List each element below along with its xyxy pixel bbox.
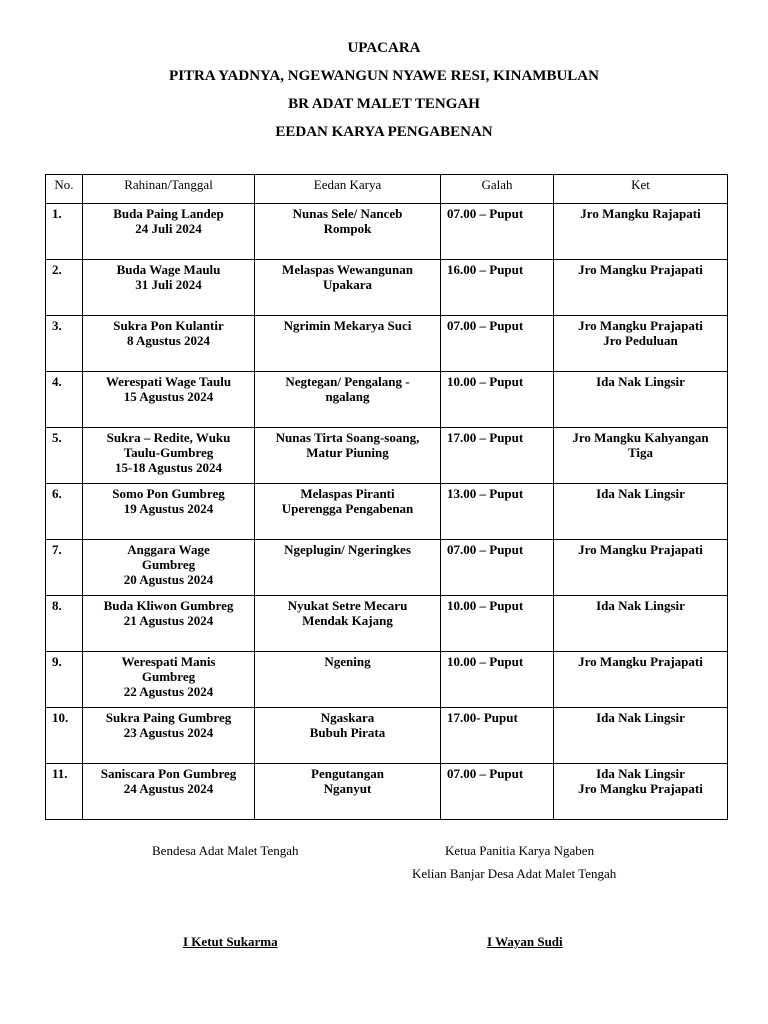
header-rahinan: Rahinan/Tanggal: [83, 175, 255, 204]
galah-cell: 10.00 – Puput: [441, 372, 554, 428]
rahinan-cell: [83, 316, 255, 372]
galah-cell: 10.00 – Puput: [441, 652, 554, 708]
left-signatory-name: I Ketut Sukarma: [183, 934, 278, 949]
galah-cell: 16.00 – Puput: [441, 260, 554, 316]
ket-cell: [554, 540, 728, 596]
rahinan-cell-line: Gumbreg: [141, 669, 196, 684]
header-eedan: Eedan Karya: [255, 175, 441, 204]
rahinan-cell-line: 21 Agustus 2024: [123, 613, 214, 628]
ket-cell-line: Ida Nak Lingsir: [596, 710, 685, 725]
header-no: No.: [46, 175, 83, 204]
rahinan-cell: [83, 764, 255, 820]
eedan-cell: [255, 316, 441, 372]
table-row: [46, 540, 728, 596]
table-row: [46, 652, 728, 708]
right-signatory-role: Ketua Panitia Karya Ngaben: [445, 843, 595, 858]
ket-cell: [554, 652, 728, 708]
ket-cell-line: Jro Peduluan: [603, 333, 678, 348]
rahinan-cell-line: 24 Juli 2024: [135, 221, 202, 236]
row-number: 1.: [46, 204, 83, 260]
row-number: 9.: [46, 652, 83, 708]
eedan-cell: [255, 596, 441, 652]
ket-cell-line: Jro Mangku Prajapati: [578, 781, 703, 796]
rahinan-cell-line: Buda Wage Maulu: [116, 262, 221, 277]
galah-cell: 07.00 – Puput: [441, 540, 554, 596]
row-number: 7.: [46, 540, 83, 596]
schedule-table: [45, 174, 728, 820]
table-row: [46, 316, 728, 372]
rahinan-cell-line: 8 Agustus 2024: [126, 333, 211, 348]
galah-cell: 17.00- Puput: [441, 708, 554, 764]
eedan-cell-line: Melaspas Piranti: [300, 486, 395, 501]
ceremony-name: PITRA YADNYA, NGEWANGUN NYAWE RESI, KINAMBULAN: [169, 68, 599, 84]
rahinan-cell-line: 19 Agustus 2024: [123, 501, 214, 516]
ket-cell: [554, 260, 728, 316]
eedan-cell-line: Ngening: [324, 654, 371, 669]
rahinan-cell-line: 22 Agustus 2024: [123, 684, 214, 699]
eedan-cell-line: Bubuh Pirata: [309, 725, 386, 740]
rahinan-cell-line: Buda Kliwon Gumbreg: [103, 598, 234, 613]
rahinan-cell-line: Somo Pon Gumbreg: [112, 486, 225, 501]
banjar-name: BR ADAT MALET TENGAH: [288, 96, 480, 112]
galah-cell: 07.00 – Puput: [441, 204, 554, 260]
rahinan-cell-line: 20 Agustus 2024: [123, 572, 214, 587]
rahinan-cell-line: Buda Paing Landep: [113, 206, 224, 221]
eedan-cell: [255, 260, 441, 316]
eedan-cell-line: ngalang: [325, 389, 370, 404]
rahinan-cell-line: 24 Agustus 2024: [123, 781, 214, 796]
ket-cell: [554, 484, 728, 540]
ket-cell-line: Ida Nak Lingsir: [596, 598, 685, 613]
eedan-cell-line: Ngeplugin/ Ngeringkes: [284, 542, 411, 557]
eedan-cell-line: Ngaskara: [320, 710, 375, 725]
table-body: [46, 204, 728, 820]
eedan-cell-line: Pengutangan: [311, 766, 384, 781]
galah-cell: 17.00 – Puput: [441, 428, 554, 484]
rahinan-cell: [83, 540, 255, 596]
eedan-cell-line: Ngrimin Mekarya Suci: [283, 318, 412, 333]
rahinan-cell-line: Gumbreg: [141, 557, 196, 572]
rahinan-cell: [83, 484, 255, 540]
row-number: 4.: [46, 372, 83, 428]
rahinan-cell-line: Anggara Wage: [127, 542, 210, 557]
right-signatory-role-2: Kelian Banjar Desa Adat Malet Tengah: [412, 866, 617, 881]
galah-cell: 10.00 – Puput: [441, 596, 554, 652]
eedan-cell: [255, 708, 441, 764]
rahinan-cell: [83, 652, 255, 708]
table-header-row: [46, 175, 728, 204]
table-row: [46, 484, 728, 540]
eedan-cell: [255, 764, 441, 820]
ket-cell: [554, 596, 728, 652]
document-title: UPACARA: [347, 40, 421, 56]
ket-cell-line: Jro Mangku Rajapati: [580, 206, 701, 221]
left-signatory-role: Bendesa Adat Malet Tengah: [152, 843, 299, 858]
eedan-cell: [255, 428, 441, 484]
eedan-cell: [255, 540, 441, 596]
eedan-cell: [255, 484, 441, 540]
row-number: 5.: [46, 428, 83, 484]
rahinan-cell-line: Werespati Manis: [121, 654, 216, 669]
rahinan-cell-line: Saniscara Pon Gumbreg: [100, 766, 237, 781]
eedan-cell-line: Melaspas Wewangunan: [282, 262, 413, 277]
rahinan-cell: [83, 260, 255, 316]
table-row: [46, 596, 728, 652]
ket-cell-line: Ida Nak Lingsir: [596, 486, 685, 501]
rahinan-cell: [83, 708, 255, 764]
eedan-cell-line: Matur Piuning: [306, 445, 389, 460]
galah-cell: 07.00 – Puput: [441, 764, 554, 820]
row-number: 2.: [46, 260, 83, 316]
rahinan-cell: [83, 204, 255, 260]
galah-cell: 07.00 – Puput: [441, 316, 554, 372]
ket-cell: [554, 204, 728, 260]
schedule-subtitle: EEDAN KARYA PENGABENAN: [275, 124, 493, 140]
rahinan-cell: [83, 372, 255, 428]
ket-cell-line: Jro Mangku Prajapati: [578, 262, 703, 277]
rahinan-cell: [83, 596, 255, 652]
row-number: 6.: [46, 484, 83, 540]
ket-cell: [554, 428, 728, 484]
eedan-cell-line: Upakara: [322, 277, 373, 292]
table-row: [46, 764, 728, 820]
eedan-cell-line: Mendak Kajang: [302, 613, 393, 628]
row-number: 8.: [46, 596, 83, 652]
rahinan-cell-line: Sukra Paing Gumbreg: [105, 710, 232, 725]
eedan-cell-line: Negtegan/ Pengalang -: [285, 374, 410, 389]
rahinan-cell-line: 15 Agustus 2024: [123, 389, 214, 404]
ket-cell-line: Tiga: [627, 445, 654, 460]
rahinan-cell-line: 31 Juli 2024: [135, 277, 202, 292]
ket-cell-line: Jro Mangku Prajapati: [578, 654, 703, 669]
rahinan-cell: [83, 428, 255, 484]
ket-cell-line: Jro Mangku Prajapati: [578, 318, 703, 333]
ket-cell-line: Ida Nak Lingsir: [596, 766, 685, 781]
eedan-cell: [255, 372, 441, 428]
row-number: 11.: [46, 764, 83, 820]
ket-cell: [554, 708, 728, 764]
rahinan-cell-line: Sukra Pon Kulantir: [113, 318, 224, 333]
rahinan-cell-line: Werespati Wage Taulu: [105, 374, 232, 389]
galah-cell: 13.00 – Puput: [441, 484, 554, 540]
table-row: [46, 428, 728, 484]
eedan-cell: [255, 652, 441, 708]
ket-cell-line: Ida Nak Lingsir: [596, 374, 685, 389]
rahinan-cell-line: Taulu-Gumbreg: [123, 445, 214, 460]
header-galah: Galah: [441, 175, 554, 204]
ket-cell: [554, 764, 728, 820]
eedan-cell-line: Nyukat Setre Mecaru: [287, 598, 408, 613]
eedan-cell-line: Nunas Sele/ Nanceb: [292, 206, 403, 221]
ket-cell: [554, 316, 728, 372]
table-row: [46, 260, 728, 316]
ket-cell-line: Jro Mangku Prajapati: [578, 542, 703, 557]
rahinan-cell-line: Sukra – Redite, Wuku: [106, 430, 231, 445]
eedan-cell-line: Uperengga Pengabenan: [281, 501, 414, 516]
eedan-cell-line: Nganyut: [323, 781, 372, 796]
table-row: [46, 372, 728, 428]
ket-cell-line: Jro Mangku Kahyangan: [572, 430, 709, 445]
row-number: 3.: [46, 316, 83, 372]
eedan-cell-line: Rompok: [323, 221, 372, 236]
table-row: [46, 708, 728, 764]
rahinan-cell-line: 23 Agustus 2024: [123, 725, 214, 740]
right-signatory-name: I Wayan Sudi: [487, 934, 563, 949]
header-ket: Ket: [554, 175, 728, 204]
rahinan-cell-line: 15-18 Agustus 2024: [115, 460, 222, 475]
table-row: [46, 204, 728, 260]
eedan-cell-line: Nunas Tirta Soang-soang,: [275, 430, 420, 445]
eedan-cell: [255, 204, 441, 260]
ket-cell: [554, 372, 728, 428]
row-number: 10.: [46, 708, 83, 764]
